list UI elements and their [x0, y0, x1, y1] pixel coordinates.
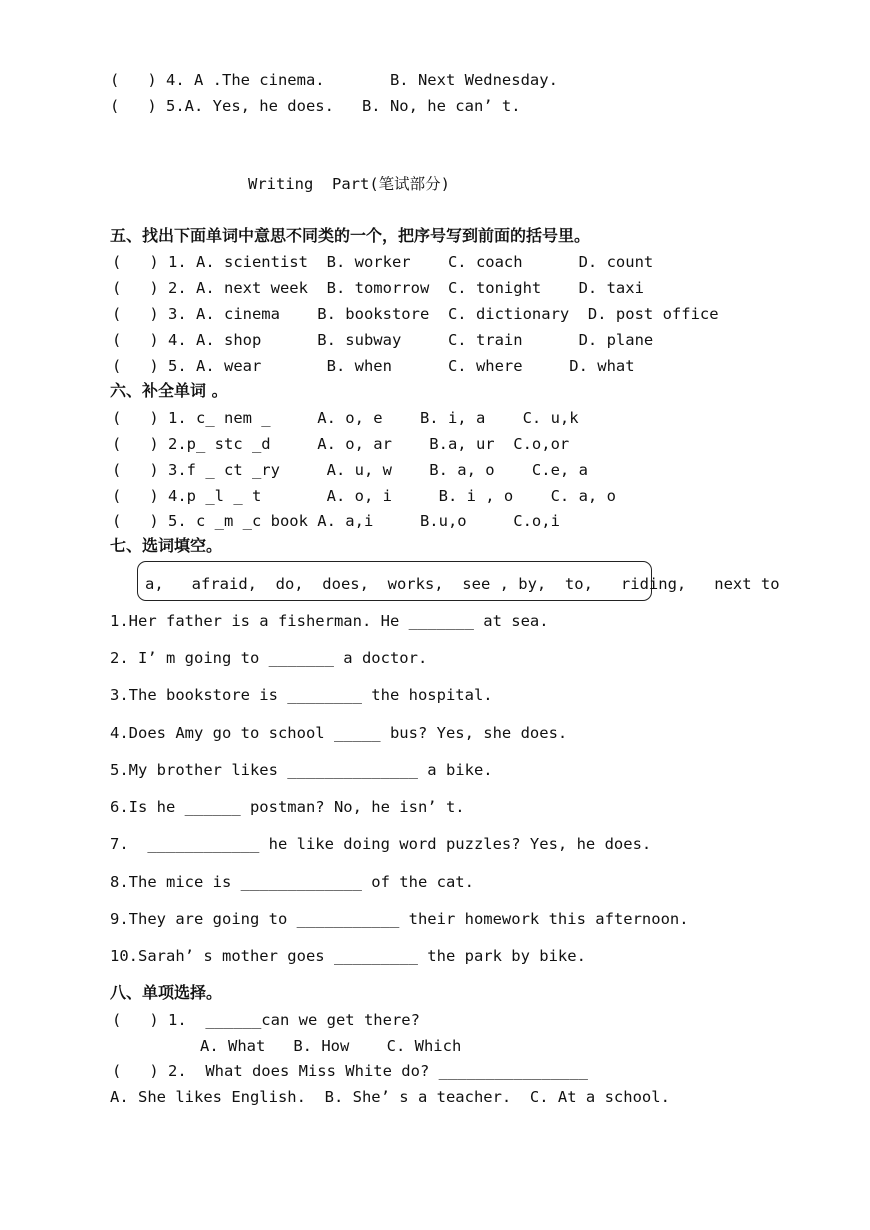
sec7-item-10: 10.Sarah’ s mother goes _________ the park by bike.	[110, 947, 586, 965]
sec8-q2-options: A. She likes English. B. She’ s a teacher. C. At a school.	[110, 1088, 670, 1106]
section-6-title: 六、补全单词 。	[110, 381, 228, 400]
sec5-item-3: ( ) 3. A. cinema B. bookstore C. dictionary D. post office	[112, 305, 719, 323]
word-bank: a, afraid, do, does, works, see , by, to, riding, next to	[145, 575, 780, 593]
sec7-item-5: 5.My brother likes ______________ a bike.	[110, 761, 493, 779]
sec7-item-2: 2. I’ m going to _______ a doctor.	[110, 649, 428, 667]
sec7-item-6: 6.Is he ______ postman? No, he isn’ t.	[110, 798, 465, 816]
sec5-item-5: ( ) 5. A. wear B. when C. where D. what	[112, 357, 635, 375]
sec6-item-5: ( ) 5. c _m _c book A. a,i B.u,o C.o,i	[112, 512, 560, 530]
section-5-title: 五、找出下面单词中意思不同类的一个，把序号写到前面的括号里。	[110, 226, 591, 245]
sec8-q1-options: A. What B. How C. Which	[200, 1037, 462, 1055]
sec5-item-2: ( ) 2. A. next week B. tomorrow C. tonight D. taxi	[112, 279, 644, 297]
section-8-title: 八、单项选择。	[110, 983, 223, 1002]
writing-part-title: Writing Part(笔试部分)	[248, 175, 450, 193]
section-7-title: 七、选词填空。	[110, 536, 223, 555]
sec7-item-4: 4.Does Amy go to school _____ bus? Yes, she does.	[110, 724, 568, 742]
sec8-q1: ( ) 1. ______can we get there?	[112, 1011, 420, 1029]
sec6-item-4: ( ) 4.p _l _ t A. o, i B. i , o C. a, o	[112, 487, 616, 505]
sec7-item-9: 9.They are going to ___________ their homework this afternoon.	[110, 910, 689, 928]
sec7-item-3: 3.The bookstore is ________ the hospital.	[110, 686, 493, 704]
sec6-item-1: ( ) 1. c_ nem _ A. o, e B. i, a C. u,k	[112, 409, 579, 427]
listening-q4: ( ) 4. A .The cinema. B. Next Wednesday.	[110, 71, 558, 89]
sec6-item-2: ( ) 2.p_ stc _d A. o, ar B.a, ur C.o,or	[112, 435, 570, 453]
listening-q5: ( ) 5.A. Yes, he does. B. No, he can’ t.	[110, 97, 521, 115]
sec6-item-3: ( ) 3.f _ ct _ry A. u, w B. a, o C.e, a	[112, 461, 588, 479]
sec8-q2: ( ) 2. What does Miss White do? ________________	[112, 1062, 588, 1080]
sec5-item-4: ( ) 4. A. shop B. subway C. train D. plane	[112, 331, 654, 349]
sec5-item-1: ( ) 1. A. scientist B. worker C. coach D. count	[112, 253, 654, 271]
sec7-item-7: 7. ____________ he like doing word puzzles? Yes, he does.	[110, 835, 652, 853]
sec7-item-8: 8.The mice is _____________ of the cat.	[110, 873, 474, 891]
sec7-item-1: 1.Her father is a fisherman. He _______ at sea.	[110, 612, 549, 630]
